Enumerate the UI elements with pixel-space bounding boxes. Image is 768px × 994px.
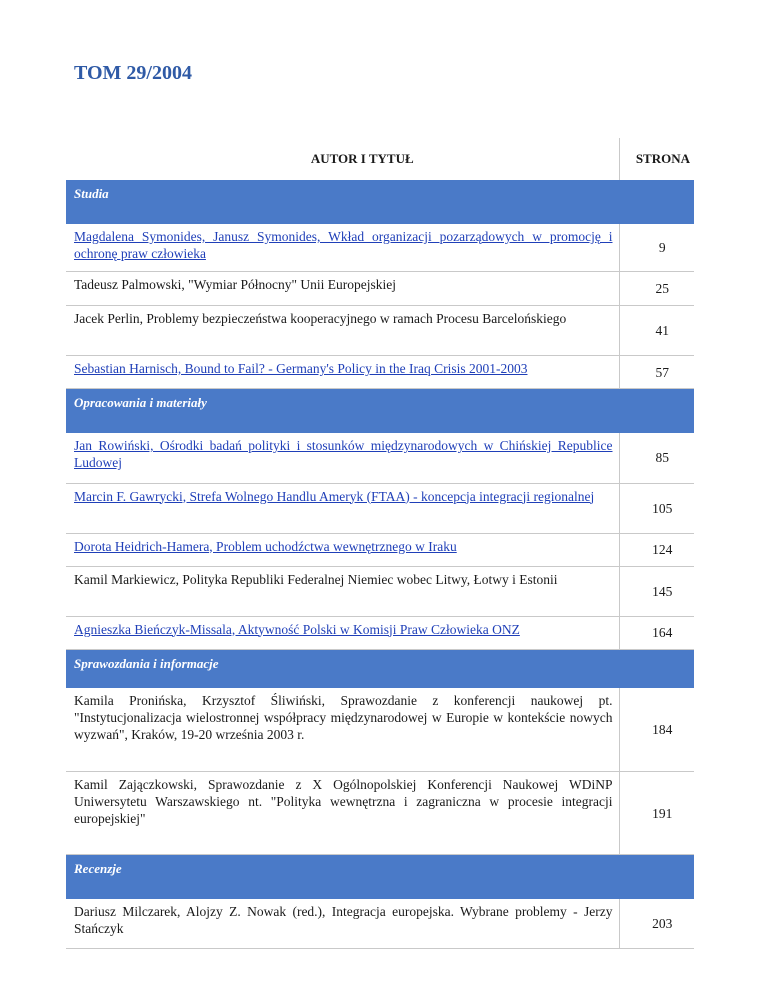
toc-entry xyxy=(66,772,694,855)
entry-page-number: 203 xyxy=(619,899,694,948)
entry-page-number: 57 xyxy=(619,356,694,389)
entry-page-number: 105 xyxy=(619,483,694,533)
volume-title: TOM 29/2004 xyxy=(74,62,192,84)
entry-title-link[interactable]: Jan Rowiński, Ośrodki badań polityki i stosunków międzynarodowych w Chińskiej Republice Ludowej xyxy=(74,438,613,470)
section-title: Sprawozdania i informacje xyxy=(66,649,694,688)
entry-title-text: Dariusz Milczarek, Alojzy Z. Nowak (red.), Integracja europejska. Wybrane problemy - Jerzy Stańczyk xyxy=(74,904,613,936)
entry-title-link[interactable]: Agnieszka Bieńczyk-Missala, Aktywność Polski w Komisji Praw Człowieka ONZ xyxy=(74,621,520,637)
column-header-page: STRONA xyxy=(635,151,690,166)
entry-title-cell xyxy=(66,483,619,533)
section-header xyxy=(66,389,694,434)
entry-title-text: Tadeusz Palmowski, "Wymiar Północny" Unii Europejskiej xyxy=(74,277,396,292)
header-row xyxy=(66,138,694,180)
entry-page-number: 85 xyxy=(619,433,694,483)
entry-title-cell xyxy=(66,688,619,772)
entry-title-cell xyxy=(66,533,619,566)
entry-page-number: 191 xyxy=(619,772,694,855)
entry-title-cell xyxy=(66,772,619,855)
entry-page-number: 184 xyxy=(619,688,694,772)
entry-title-cell xyxy=(66,224,619,272)
entry-title-text: Jacek Perlin, Problemy bezpieczeństwa kooperacyjnego w ramach Procesu Barcelońskiego xyxy=(74,311,567,326)
entry-title-cell xyxy=(66,616,619,649)
section-header xyxy=(66,855,694,900)
section-header xyxy=(66,649,694,688)
entry-title-text: Kamil Markiewicz, Polityka Republiki Federalnej Niemiec wobec Litwy, Łotwy i Estonii xyxy=(74,571,558,587)
toc-entry[interactable] xyxy=(66,224,694,272)
entry-title-link[interactable]: Sebastian Harnisch, Bound to Fail? - Germany's Policy in the Iraq Crisis 2001-2003 xyxy=(74,361,528,376)
section-title: Opracowania i materiały xyxy=(66,389,694,434)
entry-title-cell xyxy=(66,899,619,948)
toc-entry xyxy=(66,566,694,616)
entry-title-cell xyxy=(66,566,619,616)
section-title: Studia xyxy=(66,180,694,224)
toc-entry xyxy=(66,306,694,356)
entry-title-cell xyxy=(66,272,619,306)
toc-entry[interactable] xyxy=(66,483,694,533)
toc-entry xyxy=(66,899,694,948)
toc-entry[interactable] xyxy=(66,533,694,566)
toc-body xyxy=(66,180,694,948)
entry-title-link[interactable]: Magdalena Symonides, Janusz Symonides, Wkład organizacji pozarządowych w promocję i ochronę praw człowieka xyxy=(74,229,613,261)
section-header xyxy=(66,180,694,224)
section-title: Recenzje xyxy=(66,855,694,900)
entry-page-number: 9 xyxy=(619,224,694,272)
entry-title-text: Kamila Pronińska, Krzysztof Śliwiński, Sprawozdanie z konferencji naukowej pt. "Instytucjonalizacja wielostronnej współpracy międzynarodowej w Europie w kontekście nowych wyzwań", Kraków, 19-20 września 2003 r. xyxy=(74,692,613,742)
toc-entry xyxy=(66,688,694,772)
toc-entry[interactable] xyxy=(66,356,694,389)
entry-page-number: 164 xyxy=(619,616,694,649)
entry-title-link[interactable]: Marcin F. Gawrycki, Strefa Wolnego Handlu Ameryk (FTAA) - koncepcja integracji regionalnej xyxy=(74,488,595,504)
entry-page-number: 41 xyxy=(619,306,694,356)
column-header-title: AUTOR I TYTUŁ xyxy=(66,138,619,180)
toc-entry[interactable] xyxy=(66,616,694,649)
toc-entry[interactable] xyxy=(66,433,694,483)
entry-page-number: 25 xyxy=(619,272,694,306)
entry-title-text: Kamil Zajączkowski, Sprawozdanie z X Ogólnopolskiej Konferencji Naukowej WDiNP Uniwersytetu Warszawskiego nt. "Polityka wewnętrzna i zagraniczna w procesie integracji europejskiej" xyxy=(74,777,613,826)
entry-title-link[interactable]: Dorota Heidrich-Hamera, Problem uchodźctwa wewnętrznego w Iraku xyxy=(74,538,457,554)
toc-entry xyxy=(66,272,694,306)
entry-page-number: 124 xyxy=(619,533,694,566)
table-of-contents xyxy=(66,138,694,949)
entry-title-cell xyxy=(66,433,619,483)
entry-title-cell xyxy=(66,356,619,389)
entry-title-cell xyxy=(66,306,619,356)
entry-page-number: 145 xyxy=(619,566,694,616)
